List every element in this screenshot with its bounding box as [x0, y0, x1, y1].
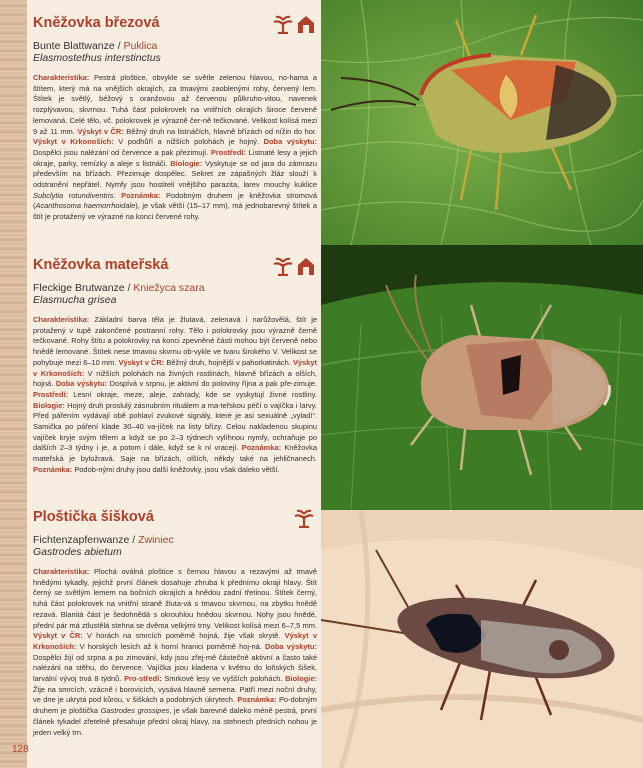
description-text: Vyskytuje se od jara do zámrazu především na břízách. Přezimuje dospělec. Sekret ze zápašných žláz slouží k odstranění nepřátel. Nymfy jsou hostiteli vnějšího parazita, larev mouchy kuklice: [33, 158, 317, 190]
field-label: Charakteristika:: [33, 73, 90, 82]
photo-gastrodes: [321, 510, 643, 768]
photo-elasmostethus: [321, 0, 643, 245]
latin-name: Gastrodes abietum: [33, 546, 122, 558]
description-text: Lesní okraje, meze, aleje, zahrady, kde se vyskytují živné rostliny.: [68, 389, 317, 399]
german-name: Bunte Blattwanze: [33, 40, 115, 52]
field-label: Výskyt v ČR:: [118, 357, 165, 367]
species-name-italic: Gastrodes grossipes: [100, 706, 170, 716]
description: [33, 315, 317, 476]
description-text: Běžný druh na listnáčích, hlavně břízách od nížin do hor.: [123, 126, 317, 136]
latin-name: Elasmucha grisea: [33, 294, 117, 306]
section-title: Kněžovka březová: [33, 15, 160, 31]
description: [33, 73, 317, 223]
field-label: Poznámka:: [241, 443, 282, 453]
page-number: 128: [12, 744, 29, 755]
latin-name: Elasmostethus interstinctus: [33, 52, 161, 64]
description-text: V horských lesích až k horní hranici poměrně hoj-ná.: [76, 641, 266, 651]
bug-photo-3: [321, 510, 643, 768]
field-label: Charakteristika:: [33, 567, 90, 576]
description: [33, 567, 317, 738]
habitat-icons: [272, 256, 315, 276]
field-label: Biologie:: [33, 400, 65, 410]
habitat-icons: [272, 14, 315, 34]
common-names: Bunte Blattwanze / Puklica: [33, 40, 158, 52]
field-label: Poznámka:: [33, 464, 73, 474]
field-label: Doba výskytu:: [55, 379, 108, 389]
field-label: Výskyt v ČR:: [77, 126, 124, 136]
description-text: Pestrá ploštice, obvykle se světle zelenou hlavou, no-hama a štítem, který má na vnějších okrajích, za tmavými zaoblenými rohy, červený lem. Štítek je světlý, béžový s oranžovou až červenou půlkruho-vitou, navenek rozplývavou, skvrnou. Tuhá část polokrovek na vnitřních okrajích široce červeně lemovaná. Celé tělo, vč. polokrovek je výrazně čer-ně tečkované. Velikost kolísá mezi 9 až 11 mm.: [33, 73, 317, 136]
description-text: Kněžovka mateřská je byložravá. Saje na břízách, olších, někdy také na jehličnanech.: [33, 443, 317, 464]
field-label: Biologie:: [170, 158, 203, 168]
description-text: V nižších polohách na živných rostlinách, hlavně břízách a olších, hojná.: [33, 368, 318, 389]
species-section-2: [33, 256, 317, 476]
description-text: Hojný druh proslulý zásnubním rituálem a ma-teřskou péčí o vajíčka i larvy. Před pářením vydávají obě pohlaví zvukové signály, které je asi sexuálně „vyladí“. Samička po páření klade 30–40 va-jíček na listy břízy. Celou nakladenou skupinu vajíček kryje svým tělem a když se po 2–3 týdnech vylíhnou nymfy, ochraňuje po dalších 2–3 týdny i je, a potom i dále, když se k ní vracejí.: [33, 400, 317, 453]
decorative-bark-band: [0, 0, 27, 768]
description-text: Podobným druhem je kněžovka stromová (: [33, 190, 317, 211]
description-text: V horách na smrcích poměrně hojná, žije však skrytě.: [82, 631, 285, 641]
slovak-name: Kniežyca szara: [133, 282, 205, 294]
description-text: Běžný druh, hojnější v pahorkatinách.: [164, 357, 293, 367]
description-text: Listnaté lesy a jejich okraje, parky, remízky a aleje s listnáči.: [33, 147, 317, 168]
common-names: Fleckige Brutwanze / Kniežyca szara: [33, 282, 205, 294]
description-text: Plochá oválná ploštice s černou hlavou a rezavými až tmavě hnědými tykadly, jejichž první článek dosahuje zhruba k přednímu okraji hlavy. Štít černý se světlým lemem na bočních okrajích a hnědou zadní třetinou. Štítek černý, tuhá část polokrovek na vnitřní straně žluta-vá s tmavou skvrnou, na zbytku hnědě rezavá. Blanitá část je šedohnědá s okrouhlou hnědou skvrnou. Nohy jsou hnědé, přední pár má ztlustělá stehna se dvěma velkými trny. Velikost kolísá mezi 6–7,5 mm.: [33, 567, 317, 630]
habitat-icons: [293, 508, 315, 528]
description-text: Dospívá v srpnu, je aktivní do poloviny října a pak pře-zimuje.: [107, 379, 317, 389]
section-title: Ploštička šišková: [33, 509, 154, 525]
field-label: Výskyt v Krkonoších:: [33, 631, 317, 651]
photo-elasmucha: [321, 245, 643, 510]
field-label: Prostředí:: [33, 389, 69, 399]
description-text: Podob-nými druhy jsou další kněžovky, jsou však daleko větší.: [72, 464, 280, 474]
slovak-name: Puklica: [123, 40, 158, 52]
species-name-italic: Subclytia rotundiventris: [33, 190, 114, 200]
field-label: Doba výskytu:: [263, 137, 317, 147]
description-text: ), je však větší (15–17 mm), má jednobarevný štítek a štít je protažený ve výrazné na konci červené rohy.: [33, 201, 317, 222]
description-text: Dospělci žijí od srpna a po zimování, kdy jsou zřej-mě částečně aktivní a často také nalézáni na stěhu, do července. Vajíčka jsou kladena v květnu do loňských šišek, larvální vývoj trvá 8 týdnů.: [33, 652, 317, 684]
tree-icon: [293, 508, 315, 528]
species-section-3: [33, 508, 317, 738]
description-text: Žije na smrcích, vzácně i borovicích, vysává hlavně semena. Patří mezi noční druhy, ve dne je ukrytá pod kůrou, v šiškách a podobných úkrytech.: [33, 684, 317, 705]
field-label: Výskyt v Krkonoších:: [33, 137, 114, 147]
field-label: Doba výskytu:: [265, 641, 317, 651]
field-label: Výskyt v ČR:: [33, 631, 83, 641]
field-label: Poznámka:: [121, 190, 161, 200]
species-name-italic: Acanthosoma haemorrhoidale: [35, 201, 136, 211]
bug-photo-1: [321, 0, 643, 245]
field-label: Biologie:: [285, 674, 317, 684]
description-text: Smrkové lesy ve vyšších polohách.: [161, 674, 286, 684]
description-text: , je však barevně daleko méně pestrá, první článek tykadel zřetelně přesahuje přední okraj hlavy, na stehnech předních nohou je jeden velký trn.: [33, 706, 317, 737]
description-text: .: [113, 190, 122, 200]
common-names: Fichtenzapfenwanze / Zwiniec: [33, 534, 174, 546]
description-text: Dospělci jsou nalézáni od července a pak přezimují.: [33, 147, 211, 157]
species-section-1: [33, 14, 317, 223]
field-label: Charakteristika:: [33, 315, 90, 324]
house-icon: [297, 14, 315, 34]
description-text: V podhůří a nižších polohách je hojný.: [113, 137, 264, 147]
field-label: Výskyt v Krkonoších:: [33, 357, 317, 378]
description-text: Po-dobným druhem je ploštička: [33, 695, 317, 716]
field-label: Pro-středí:: [124, 674, 162, 684]
german-name: Fleckige Brutwanze: [33, 282, 125, 294]
slovak-name: Zwiniec: [138, 534, 174, 546]
tree-icon: [272, 256, 294, 276]
field-label: Poznámka:: [237, 695, 277, 705]
field-label: Prostředí:: [210, 147, 247, 157]
section-title: Kněžovka mateřská: [33, 257, 169, 273]
bug-photo-2: [321, 245, 643, 510]
german-name: Fichtenzapfenwanze: [33, 534, 130, 546]
house-icon: [297, 256, 315, 276]
description-text: Základní barva těla je žlutavá, zelenavá i narůžovělá, štít je protažený v tupě zakončené postranní rohy. Tělo i polokrovky jsou výrazně černě tečkované. Rohy štítu a polokrovky na konci zpevněné části mohou být červeně nebo hnědě lemované. Štítek nese tmavou skvrnu ob-vykle ve tvaru širokého V. Velikost se pohybuje mezi 6–10 mm.: [33, 315, 317, 367]
tree-icon: [272, 14, 294, 34]
